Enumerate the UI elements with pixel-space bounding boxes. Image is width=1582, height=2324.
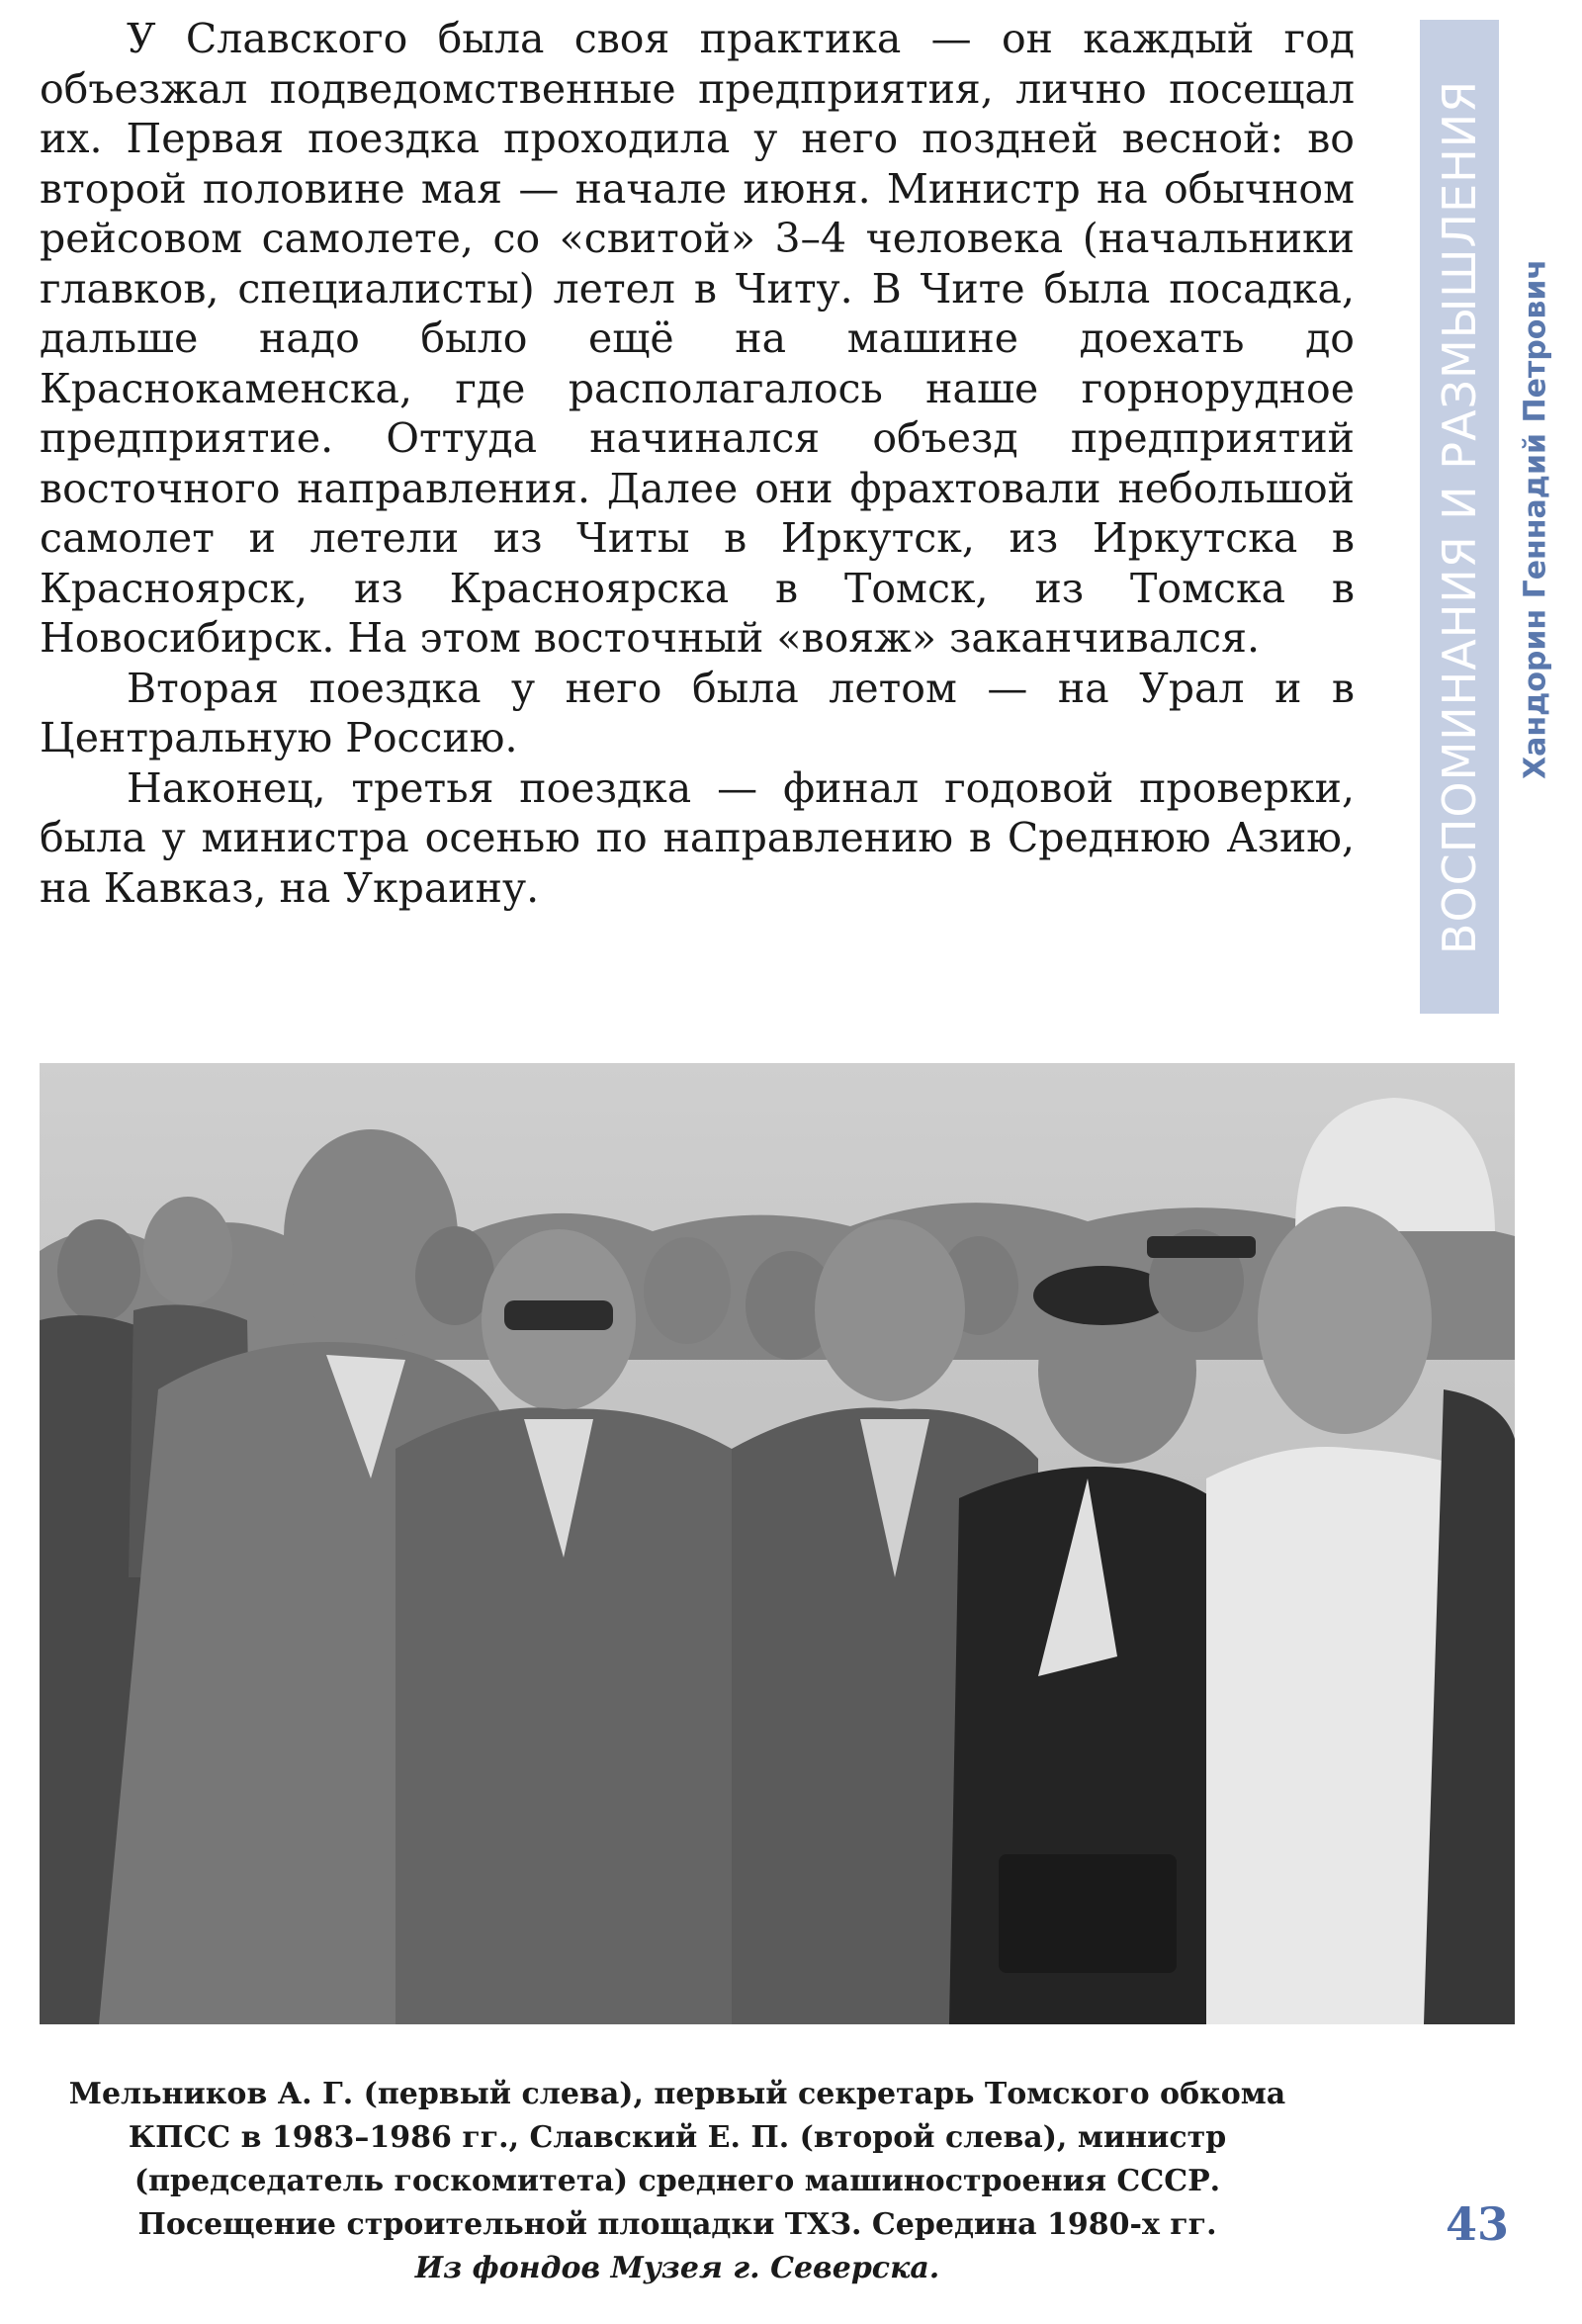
author-band [1508,223,1563,816]
caption-source: Из фондов Музея г. Северска. [414,2251,940,2285]
section-band [1420,20,1499,1014]
photo-caption [40,2073,1315,2290]
page-number: 43 [1446,2197,1510,2251]
paragraph-3: Наконец, третья поездка — финал годовой проверки, была у министра осенью по направлению в Среднюю Азию, на Кавказ, на Украину. [40,763,1355,912]
caption-line-3: (председатель госкомитета) среднего машиностроения СССР. [133,2164,1221,2198]
section-title: ВОСПОМИНАНИЯ И РАЗМЫШЛЕНИЯ [1433,79,1486,954]
archive-photo [40,1063,1515,2024]
body-text [40,14,1355,913]
caption-line-1: Мельников А. Г. (первый слева), первый секретарь Томского обкома [68,2077,1286,2111]
photo-illustration [40,1063,1515,2024]
caption-line-2: КПСС в 1983–1986 гг., Славский Е. П. (второй слева), министр [128,2120,1227,2155]
paragraph-2: Вторая поездка у него была летом — на Урал и в Центральную Россию. [40,664,1355,761]
caption-line-4: Посещение строительной площадки ТХЗ. Середина 1980-х гг. [137,2207,1217,2242]
author-name: Хандорин Геннадий Петрович [1518,258,1553,780]
paragraph-1: У Славского была своя практика — он каждый год объезжал подведомственные предприятия, лично посещал их. Первая поездка проходила у него поздней весной: во второй половине мая — начале июня. Министр на обычном рейсовом самолете, со «свитой» 3–4 человека (начальники главков, специалисты) летел в Читу. В Чите была посадка, дальше надо было ещё на машине доехать до Краснокаменска, где располагалось наше горнорудное предприятие. Оттуда начинался объезд предприятий восточного направления. Далее они фрахтовали небольшой самолет и летели из Читы в Иркутск, из Иркутска в Красноярск, из Красноярска в Томск, из Томска в Новосибирск. На этом восточный «вояж» заканчивался. [40,15,1355,662]
